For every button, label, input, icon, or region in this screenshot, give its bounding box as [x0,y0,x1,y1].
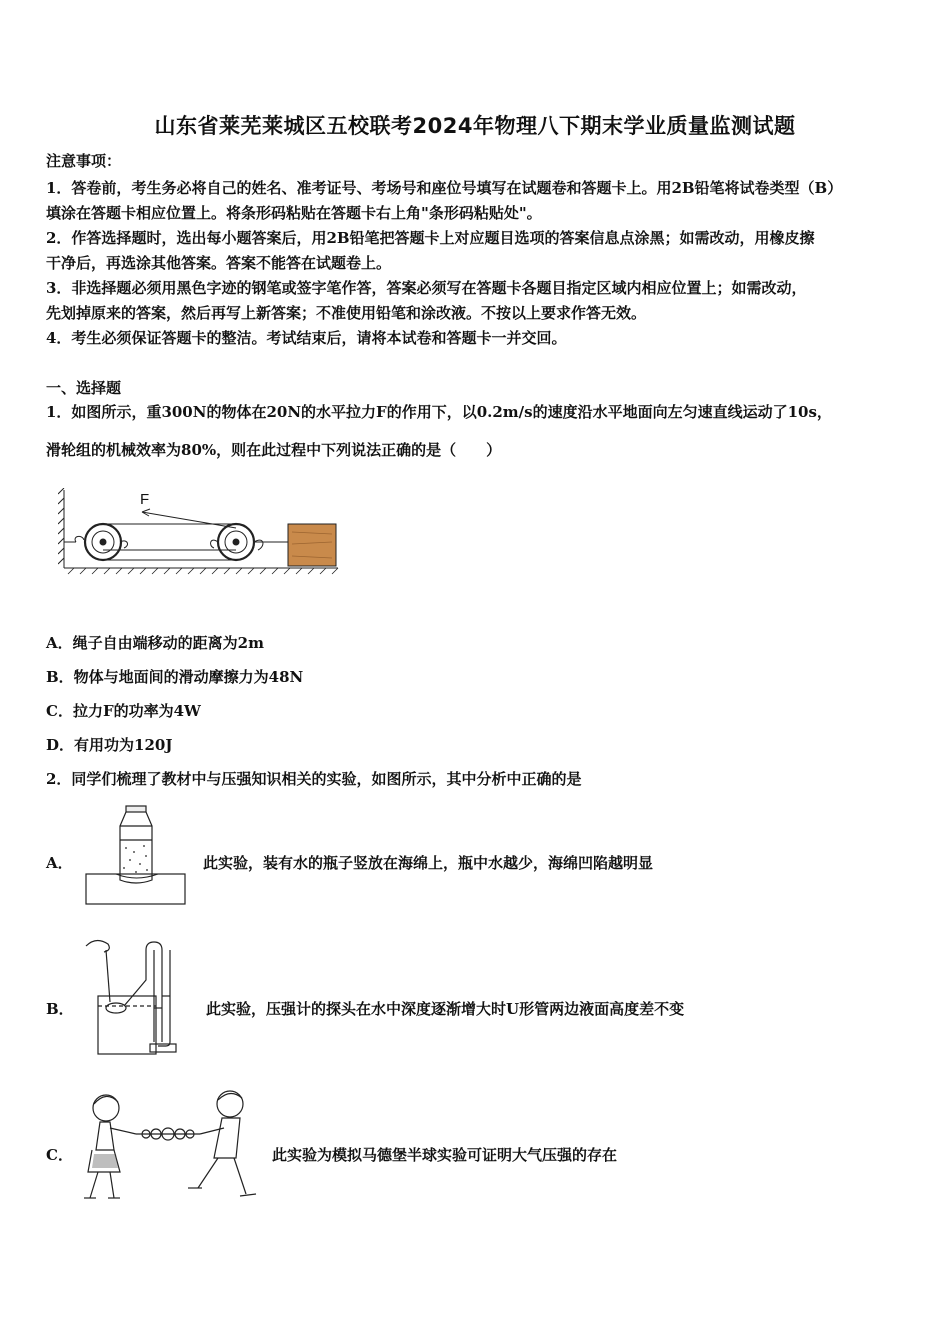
q1-stem-line2: 滑轮组的机械效率为80%，则在此过程中下列说法正确的是（ ） [46,441,502,459]
notice-line: 先划掉原来的答案，然后再写上新答案；不准使用铅笔和涂改液。不按以上要求作答无效。 [46,304,647,322]
section-heading: 一、选择题 [46,379,122,397]
q1-option-c: C．拉力F的功率为4W [46,702,201,720]
q2-option-b-label: B． [46,1000,74,1018]
q1-option-b: B．物体与地面间的滑动摩擦力为48N [46,668,304,686]
q2-option-b-text: 此实验，压强计的探头在水中深度逐渐增大时U形管两边液面高度差不变 [206,1000,685,1018]
pressure-gauge-image [76,936,184,1058]
q2-option-c-label: C． [46,1146,73,1164]
q1-option-a: A．绳子自由端移动的距离为2m [46,634,264,652]
q2-option-a-label: A． [46,854,73,872]
notice-line: 4．考生必须保证答题卡的整洁。考试结束后，请将本试卷和答题卡一并交回。 [46,329,567,347]
notice-line: 干净后，再选涂其他答案。答案不能答在试题卷上。 [46,254,392,272]
q2-option-c-text: 此实验为模拟马德堡半球实验可证明大气压强的存在 [272,1146,618,1164]
bottle-on-sponge-image [84,804,188,906]
pulley-figure [58,488,340,578]
notice-line: 填涂在答题卡相应位置上。将条形码粘贴在答题卡右上角"条形码粘贴处"。 [46,204,542,222]
magdeburg-hemispheres-image [80,1088,260,1206]
q1-option-d: D．有用功为120J [46,736,173,754]
q2-option-a-text: 此实验，装有水的瓶子竖放在海绵上，瓶中水越少，海绵凹陷越明显 [203,854,654,872]
notice-line: 3．非选择题必须用黑色字迹的钢笔或签字笔作答，答案必须写在答题卡各题目指定区域内相应位置上；如需改动， [46,279,807,297]
notice-heading: 注意事项： [46,152,122,170]
notice-line: 1．答卷前，考生务必将自己的姓名、准考证号、考场号和座位号填写在试题卷和答题卡上。用2B铅笔将试卷类型（B） [46,179,843,197]
notice-line: 2．作答选择题时，选出每小题答案后，用2B铅笔把答题卡上对应题目选项的答案信息点涂黑；如需改动，用橡皮擦 [46,229,815,247]
q2-stem: 2．同学们梳理了教材中与压强知识相关的实验，如图所示，其中分析中正确的是 [46,770,582,788]
q1-stem-line1: 1．如图所示，重300N的物体在20N的水平拉力F的作用下，以0.2m/s的速度沿水平地面向左匀速直线运动了10s， [46,403,832,421]
force-label: F [140,491,150,508]
page-title: 山东省莱芜莱城区五校联考2024年物理八下期末学业质量监测试题 [154,114,796,138]
